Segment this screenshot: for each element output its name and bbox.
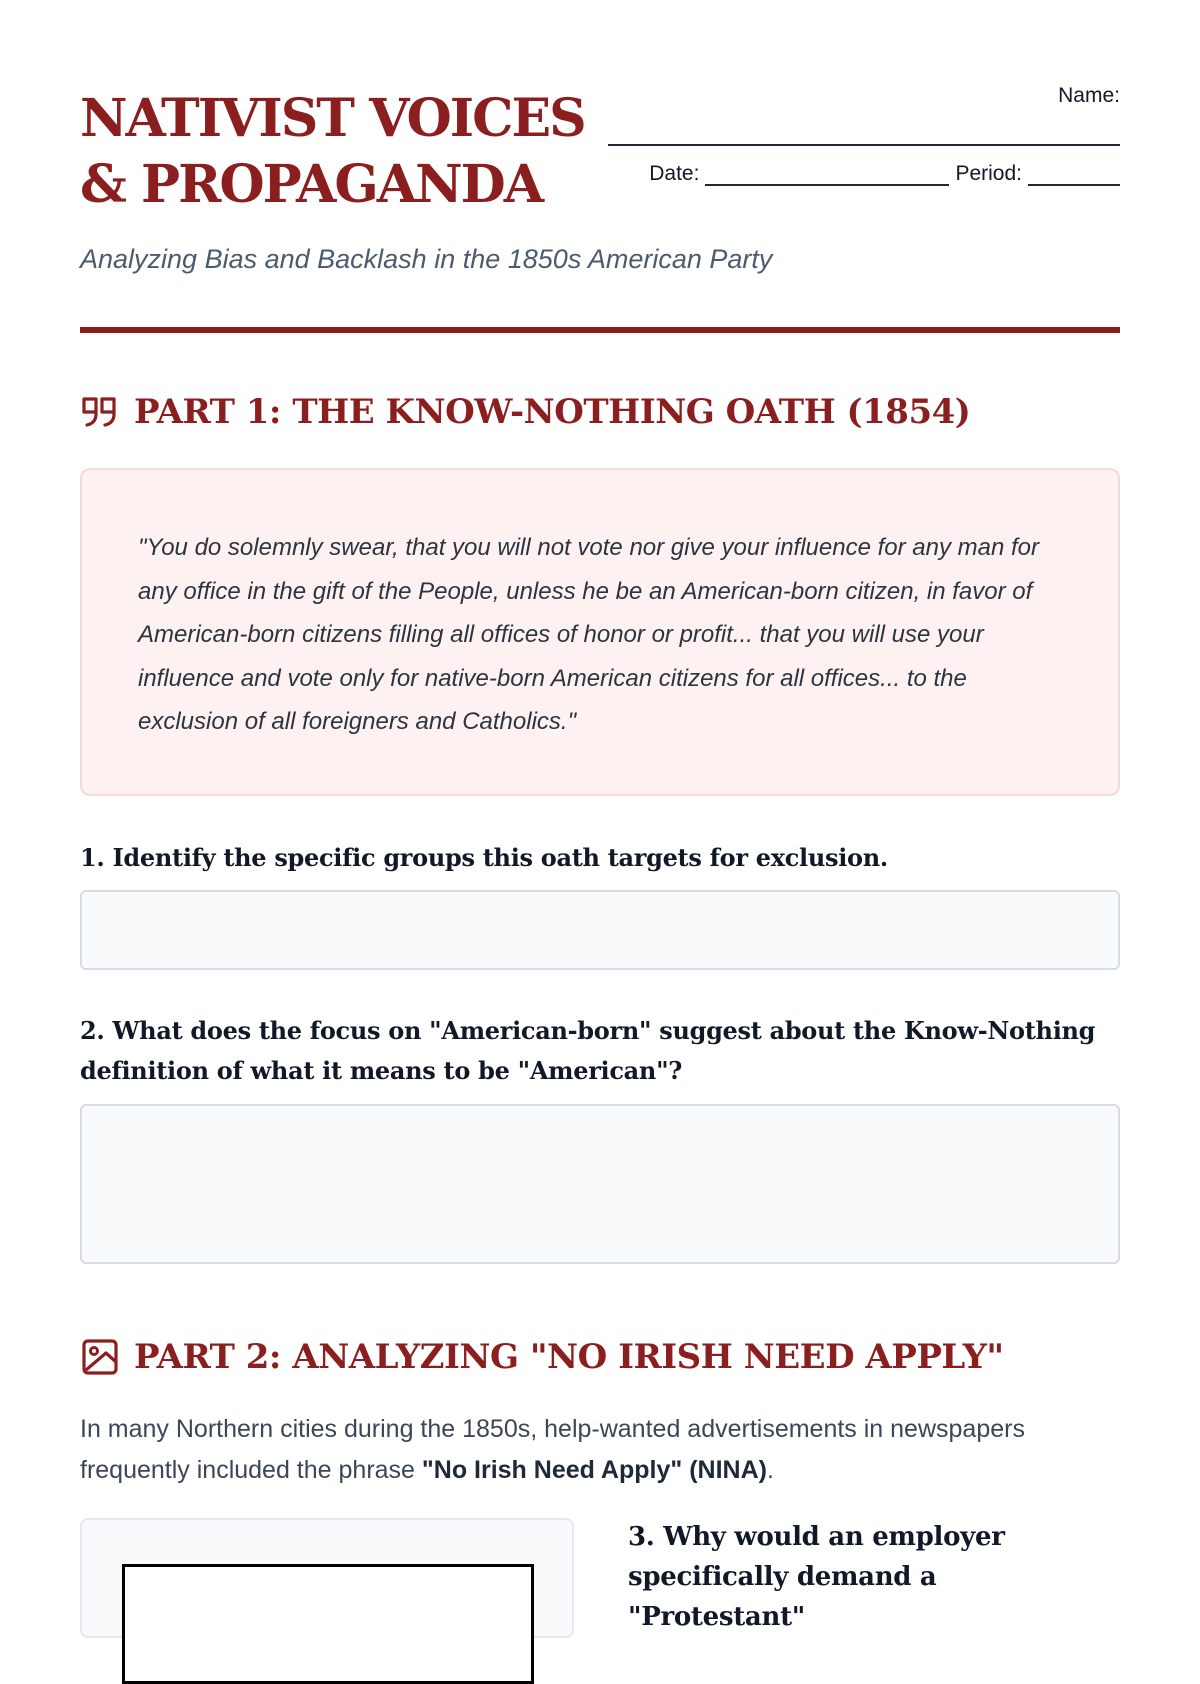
part2-intro: In many Northern cities during the 1850s, help-wanted advertisements in newspapers frequently included the phrase "No Irish Need Apply" (NINA).: [80, 1415, 1025, 1484]
image-icon: [80, 1337, 120, 1377]
student-info: [600, 80, 1120, 186]
question-3: 3. Why would an employer specifically demand a "Protestant": [628, 1522, 1005, 1632]
part1-heading: [80, 392, 970, 432]
nina-abbrev: (NINA): [689, 1456, 767, 1484]
newspaper-ad-frame: [122, 1564, 534, 1684]
part1-heading-text: PART 1: THE KNOW-NOTHING OATH (1854): [134, 392, 971, 432]
worksheet-page: [80, 0, 1120, 1632]
quote-icon: [80, 392, 120, 432]
date-field[interactable]: [705, 164, 949, 186]
oath-text: "You do solemnly swear, that you will not vote nor give your influence for any man for any office in the gift of the People, unless he be an American-born citizen, in favor of American-born citizens filling all offices of honor or profit... that you will use your influence and vote only for native-born American citizens for all offices... to the exclusion of all foreigners and Catholics.": [138, 534, 1039, 735]
nina-phrase: "No Irish Need Apply": [421, 1456, 683, 1484]
date-period-row: [600, 162, 1120, 186]
answer-box-2[interactable]: [80, 1104, 1120, 1264]
title-line-2: & PROPAGANDA: [80, 154, 543, 215]
answer-box-1[interactable]: [80, 890, 1120, 970]
name-row: [600, 84, 1120, 146]
part2-heading-text: PART 2: ANALYZING "NO IRISH NEED APPLY": [134, 1337, 1004, 1377]
worksheet-subtitle: Analyzing Bias and Backlash in the 1850s American Party: [80, 244, 773, 274]
worksheet-title: [80, 86, 600, 218]
name-field[interactable]: [608, 108, 1120, 146]
title-line-1: NATIVIST VOICES: [80, 88, 585, 149]
question-2: 2. What does the focus on "American-born" suggest about the Know-Nothing definition of what it means to be "American"?: [80, 1016, 1096, 1085]
part2-heading: [80, 1337, 1004, 1377]
header-divider: [80, 327, 1120, 333]
period-label: Period:: [955, 162, 1022, 185]
advertisement-card: [80, 1518, 574, 1638]
question-1: 1. Identify the specific groups this oath targets for exclusion.: [80, 843, 888, 872]
period-field[interactable]: [1028, 164, 1120, 186]
name-label: Name:: [1058, 84, 1120, 107]
oath-quote-box: [80, 468, 1120, 796]
date-label: Date:: [649, 162, 700, 185]
